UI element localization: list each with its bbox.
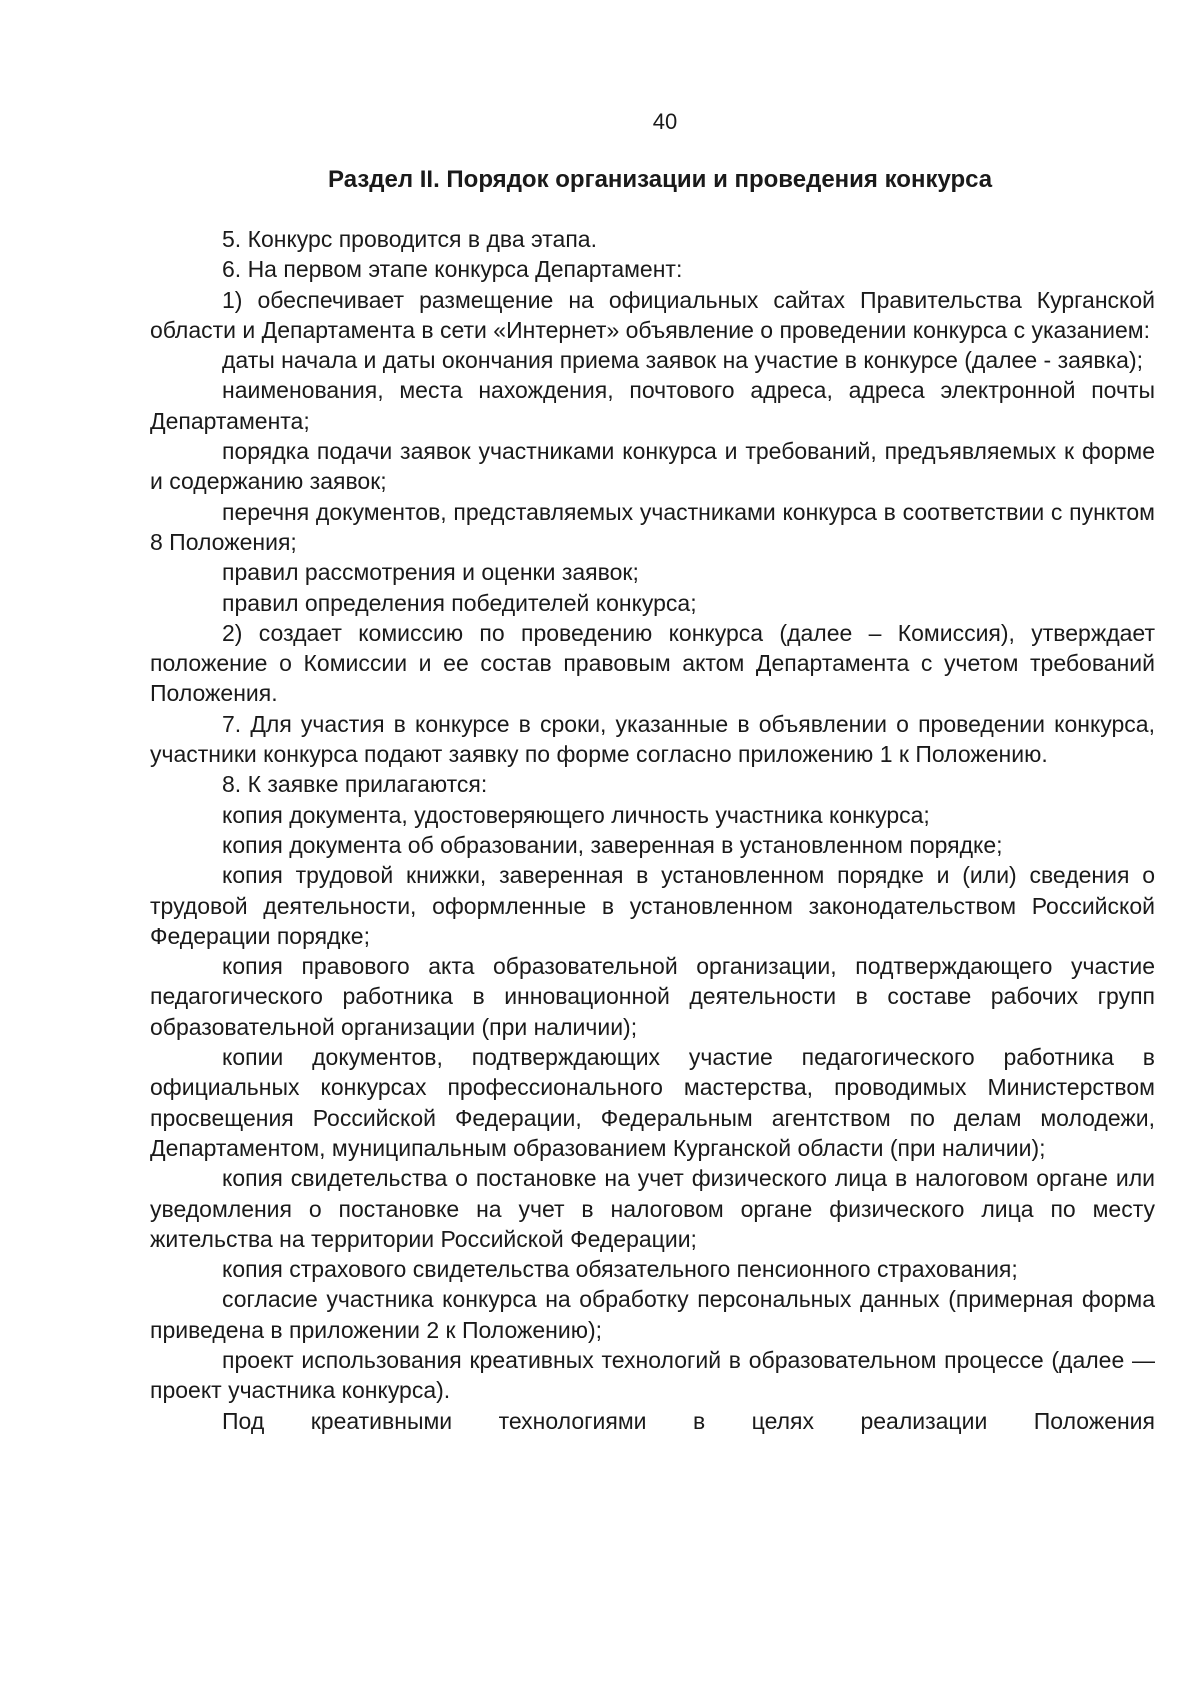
paragraph: правил рассмотрения и оценки заявок;	[222, 559, 639, 586]
paragraph: порядка подачи заявок участниками конкурса и требований, предъявляемых к форме и содержанию заявок;	[150, 438, 1155, 495]
document-body	[150, 224, 1155, 1436]
paragraph: Под креативными технологиями в целях реализации Положения	[222, 1407, 1155, 1434]
paragraph: копия трудовой книжки, заверенная в установленном порядке и (или) сведения о трудовой деятельности, оформленные в установленном законодательством Российской Федерации порядке;	[150, 862, 1155, 949]
paragraph: правил определения победителей конкурса;	[222, 589, 697, 616]
paragraph: 2) создает комиссию по проведению конкурса (далее – Комиссия), утверждает положение о Комиссии и ее состав правовым актом Департамента с учетом требований Положения.	[150, 619, 1155, 707]
paragraph: наименования, места нахождения, почтового адреса, адреса электронной почты Департамента;	[150, 377, 1155, 434]
paragraph: даты начала и даты окончания приема заявок на участие в конкурсе (далее - заявка);	[222, 347, 1143, 374]
paragraph: согласие участника конкурса на обработку персональных данных (примерная форма приведена в приложении 2 к Положению);	[150, 1286, 1155, 1343]
section-title: Раздел II. Порядок организации и проведения конкурса	[328, 166, 993, 193]
paragraph: копии документов, подтверждающих участие педагогического работника в официальных конкурсах профессионального мастерства, проводимых Министерством просвещения Российской Федерации, Федеральным агентством по делам молодежи, Департаментом, муниципальным образованием Курганской области (при наличии);	[150, 1044, 1155, 1161]
paragraph: копия страхового свидетельства обязательного пенсионного страхования;	[222, 1256, 1018, 1283]
paragraph: копия правового акта образовательной организации, подтверждающего участие педагогического работника в инновационной деятельности в составе рабочих групп образовательной организации (при наличии);	[150, 953, 1155, 1040]
paragraph: проект использования креативных технологий в образовательном процессе (далее — проект участника конкурса).	[150, 1346, 1155, 1404]
paragraph: копия документа, удостоверяющего личность участника конкурса;	[222, 801, 930, 828]
paragraph: 1) обеспечивает размещение на официальных сайтах Правительства Курганской области и Департамента в сети «Интернет» объявление о проведении конкурса с указанием:	[150, 286, 1155, 343]
paragraph: 7. Для участия в конкурсе в сроки, указанные в объявлении о проведении конкурса, участники конкурса подают заявку по форме согласно приложению 1 к Положению.	[150, 710, 1155, 768]
page-number: 40	[652, 109, 678, 134]
paragraph: копия документа об образовании, заверенная в установленном порядке;	[222, 831, 1003, 858]
paragraph: копия свидетельства о постановке на учет физического лица в налоговом органе или уведомления о постановке на учет в налоговом органе физического лица по месту жительства на территории Российской Федерации;	[150, 1165, 1155, 1252]
paragraph: 6. На первом этапе конкурса Департамент:	[222, 256, 683, 283]
paragraph: 8. К заявке прилагаются:	[222, 771, 488, 798]
paragraph: 5. Конкурс проводится в два этапа.	[222, 226, 597, 252]
paragraph: перечня документов, представляемых участниками конкурса в соответствии с пунктом 8 Положения;	[150, 498, 1155, 555]
